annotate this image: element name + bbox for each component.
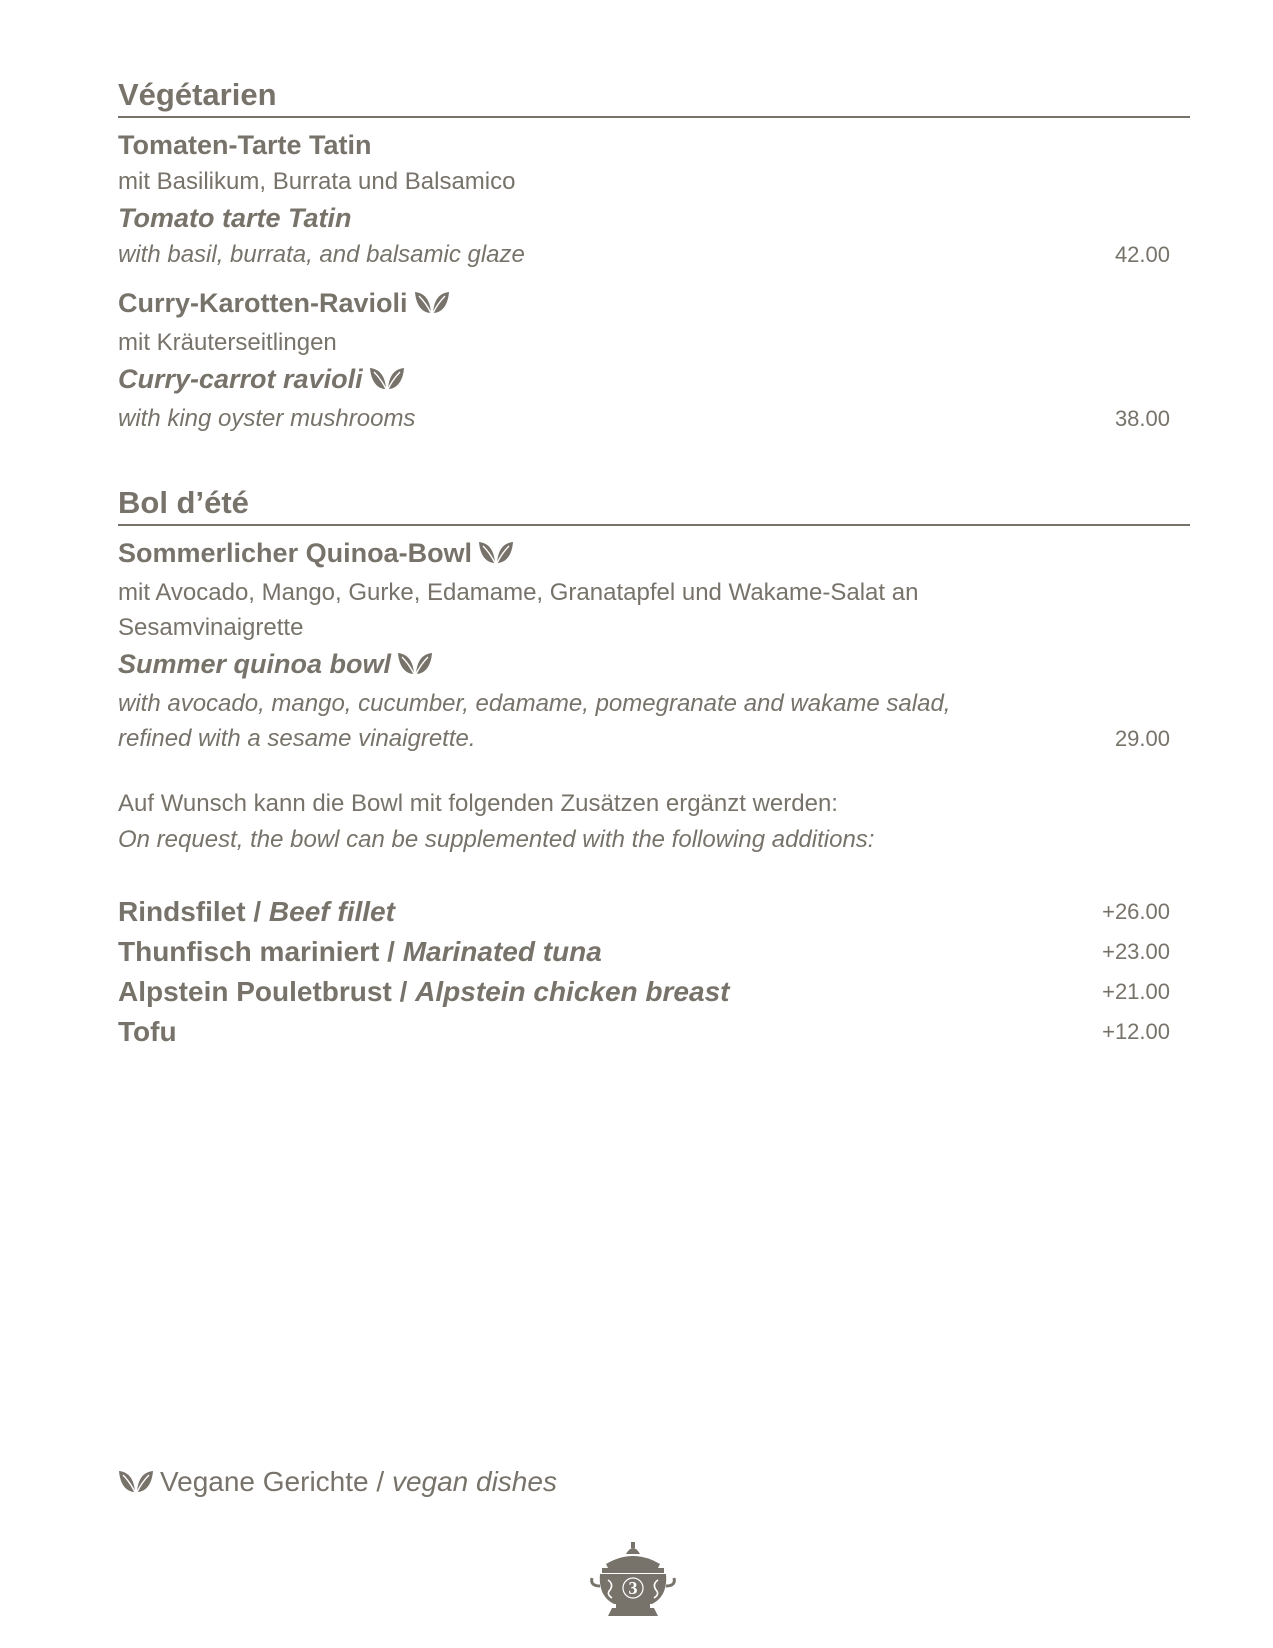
addition-row-tofu [118,1012,1190,1052]
legend-text-en: vegan dishes [391,1466,557,1497]
section-title-vegetarien: Végétarien [118,76,1190,118]
additions-list [118,892,1190,1052]
dish-name-de: Curry-Karotten-Ravioli [118,288,408,318]
dish-price: 38.00 [1114,406,1170,431]
dish-name-de: Sommerlicher Quinoa-Bowl [118,538,473,568]
additions-note-en: On request, the bowl can be supplemented with the following additions: [118,826,875,853]
page-number: 3 [628,1578,638,1598]
dish-desc-en: with basil, burrata, and balsamic glaze [118,241,525,268]
addition-row-chicken [118,972,1190,1012]
dish-desc-de-line-1: mit Avocado, Mango, Gurke, Edamame, Granatapfel und Wakame-Salat an [118,579,919,606]
dish-desc-en: with king oyster mushrooms [118,405,416,432]
addition-name-en: Beef fillet [268,896,395,927]
addition-row-beef [118,892,1190,932]
dish-desc-de-line-2: Sesamvinaigrette [118,614,304,641]
page-number-emblem [588,1540,678,1620]
leaf-icon [369,363,405,401]
dish-curry-ravioli [118,284,1190,436]
dish-desc-de: mit Kräuterseitlingen [118,329,337,356]
addition-row-tuna [118,932,1190,972]
addition-name-de: Thunfisch mariniert / [118,936,403,967]
legend-text-de: Vegane Gerichte / [160,1466,392,1497]
dish-desc-en-line-2: refined with a sesame vinaigrette. [118,725,476,752]
dish-name-en-row [118,645,1190,686]
leaf-icon [414,287,450,325]
dish-desc-en-line-1: with avocado, mango, cucumber, edamame, pomegranate and wakame salad, [118,690,951,717]
dish-name-de-row [118,534,1190,575]
addition-price: +12.00 [1102,1019,1170,1044]
addition-price: +26.00 [1102,899,1170,924]
leaf-icon [397,648,433,686]
additions-note [118,786,1190,858]
dish-quinoa-bowl [118,534,1190,756]
dish-desc-de: mit Basilikum, Burrata und Balsamico [118,168,516,195]
addition-price: +21.00 [1102,979,1170,1004]
dish-price: 42.00 [1114,242,1170,267]
dish-name-de-row [118,284,1190,325]
addition-name-de: Rindsfilet / [118,896,269,927]
dish-name-en-row [118,360,1190,401]
leaf-icon [118,1465,154,1505]
dish-name-en: Curry-carrot ravioli [118,364,363,394]
additions-note-de: Auf Wunsch kann die Bowl mit folgenden Zusätzen ergänzt werden: [118,790,838,817]
addition-name-de: Alpstein Pouletbrust / [118,976,416,1007]
section-bol-dete [118,484,1190,1052]
dish-price: 29.00 [1114,726,1170,751]
addition-name-en: Marinated tuna [402,936,602,967]
section-vegetarien [118,76,1190,436]
dish-tomato-tarte [118,126,1190,272]
section-title-bol-dete: Bol d’été [118,484,1190,526]
dish-name-en: Tomato tarte Tatin [118,203,352,233]
addition-name-en: Alpstein chicken breast [415,976,730,1007]
addition-price: +23.00 [1102,939,1170,964]
vegan-legend [118,1462,557,1505]
leaf-icon [478,537,514,575]
dish-name-de: Tomaten-Tarte Tatin [118,130,372,160]
addition-name-de: Tofu [118,1016,177,1047]
dish-name-en: Summer quinoa bowl [118,649,392,679]
